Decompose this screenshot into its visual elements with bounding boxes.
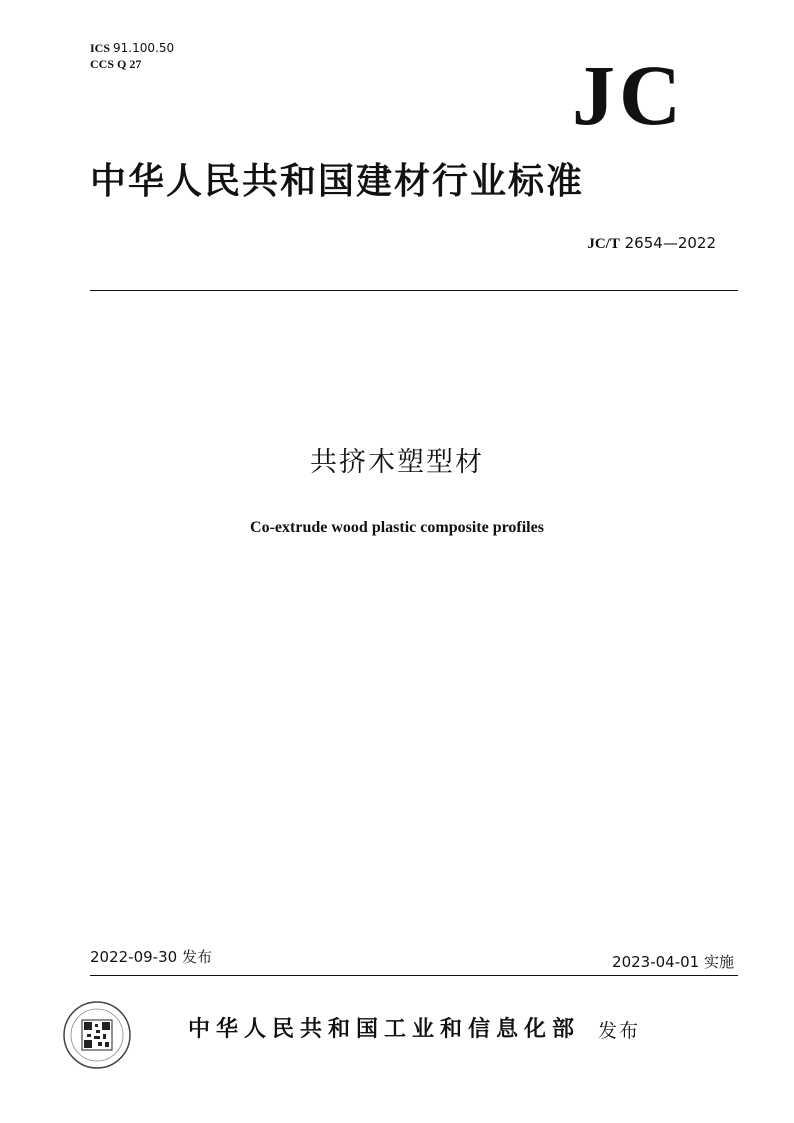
ics-code: 91.100.50 [113, 41, 175, 55]
qr-code-stamp-icon [62, 1000, 132, 1070]
document-title-en: Co-extrude wood plastic composite profiles [250, 519, 544, 536]
footer-divider [90, 975, 738, 976]
ccs-line [90, 56, 174, 72]
publish-label: 发布 [598, 1020, 641, 1042]
release-date: 2022-09-30 发布 [90, 948, 212, 966]
publisher: 中华人民共和国工业和信息化部 [188, 1017, 581, 1042]
ccs-label: CCS [90, 57, 115, 71]
header-divider [90, 290, 738, 291]
standard-category: 中华人民共和国建材行业标准 [90, 161, 585, 202]
ccs-code: Q 27 [117, 57, 142, 71]
standard-number [587, 234, 716, 253]
ics-label: ICS [90, 41, 111, 55]
ics-line [90, 40, 174, 56]
implementation-date: 2023-04-01 实施 [612, 953, 734, 971]
jc-logo: JC [572, 47, 686, 143]
document-title-zh: 共挤木塑型材 [310, 447, 484, 478]
classification-codes [90, 40, 174, 72]
standard-number-prefix: JC/T [587, 236, 620, 252]
standard-number-value: 2654—2022 [624, 234, 716, 252]
